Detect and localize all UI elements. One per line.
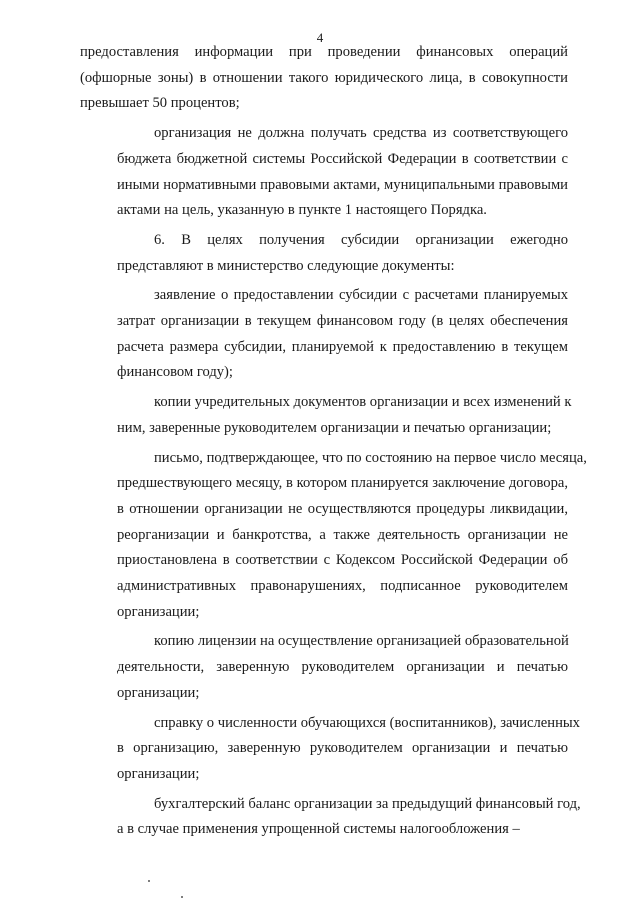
text-line: заявление о предоставлении субсидии с расчетами планируемых bbox=[154, 287, 568, 304]
text-line: копию лицензии на осуществление организацией образовательной bbox=[154, 633, 569, 650]
text-line: деятельности, заверенную руководителем организации и печатью bbox=[117, 659, 568, 676]
text-line: актами на цель, указанную в пункте 1 настоящего Порядка. bbox=[117, 202, 487, 219]
text-line: приостановлена в соответствии с Кодексом Российской Федерации об bbox=[117, 552, 568, 569]
text-line: бухгалтерский баланс организации за предыдущий финансовый год, bbox=[154, 795, 581, 812]
text-line: реорганизации и банкротства, а также деятельность организации не bbox=[117, 526, 568, 543]
scan-speck bbox=[148, 880, 150, 882]
text-line: финансовом году); bbox=[117, 364, 233, 381]
text-line: организации; bbox=[117, 603, 200, 620]
paragraph bbox=[80, 40, 568, 117]
text-line: иными нормативными правовыми актами, муниципальными правовыми bbox=[117, 176, 568, 193]
text-line: ним, заверенные руководителем организации и печатью организации; bbox=[117, 419, 552, 436]
text-line: в организацию, заверенную руководителем организации и печатью bbox=[117, 740, 568, 757]
paragraph bbox=[80, 390, 572, 441]
text-line: организация не должна получать средства из соответствующего bbox=[154, 125, 568, 142]
text-line: копии учредительных документов организации и всех изменений к bbox=[154, 394, 572, 411]
text-line: организации; bbox=[117, 684, 200, 701]
text-line: затрат организации в текущем финансовом году (в целях обеспечения bbox=[117, 313, 568, 330]
text-line: бюджета бюджетной системы Российской Федерации в соответствии с bbox=[117, 150, 568, 167]
paragraph bbox=[80, 629, 568, 706]
text-line: превышает 50 процентов; bbox=[80, 95, 240, 112]
document-body bbox=[80, 40, 587, 847]
text-line: справку о численности обучающихся (воспитанников), зачисленных bbox=[154, 714, 580, 731]
paragraph bbox=[80, 711, 580, 788]
paragraph bbox=[80, 792, 581, 843]
text-line: в отношении организации не осуществляются процедуры ликвидации, bbox=[117, 500, 568, 517]
paragraph bbox=[80, 283, 568, 386]
text-line: предшествующего месяцу, в котором планируется заключение договора, bbox=[117, 475, 568, 492]
text-line: письмо, подтверждающее, что по состоянию на первое число месяца, bbox=[154, 449, 587, 466]
text-line: а в случае применения упрощенной системы налогообложения – bbox=[117, 821, 520, 838]
page-number: 4 bbox=[316, 30, 324, 45]
text-line: представляют в министерство следующие документы: bbox=[117, 257, 455, 274]
scan-speck bbox=[181, 896, 183, 898]
text-line: (офшорные зоны) в отношении такого юридического лица, в совокупности bbox=[80, 69, 568, 86]
paragraph bbox=[80, 446, 587, 626]
paragraph bbox=[80, 121, 568, 224]
paragraph bbox=[80, 228, 568, 279]
text-line: организации; bbox=[117, 765, 200, 782]
text-line: предоставления информации при проведении финансовых операций bbox=[80, 44, 568, 60]
text-line: 6. В целях получения субсидии организации ежегодно bbox=[154, 231, 568, 248]
text-line: расчета размера субсидии, планируемой к предоставлению в текущем bbox=[117, 338, 568, 355]
text-line: административных правонарушениях, подписанное руководителем bbox=[117, 578, 568, 595]
